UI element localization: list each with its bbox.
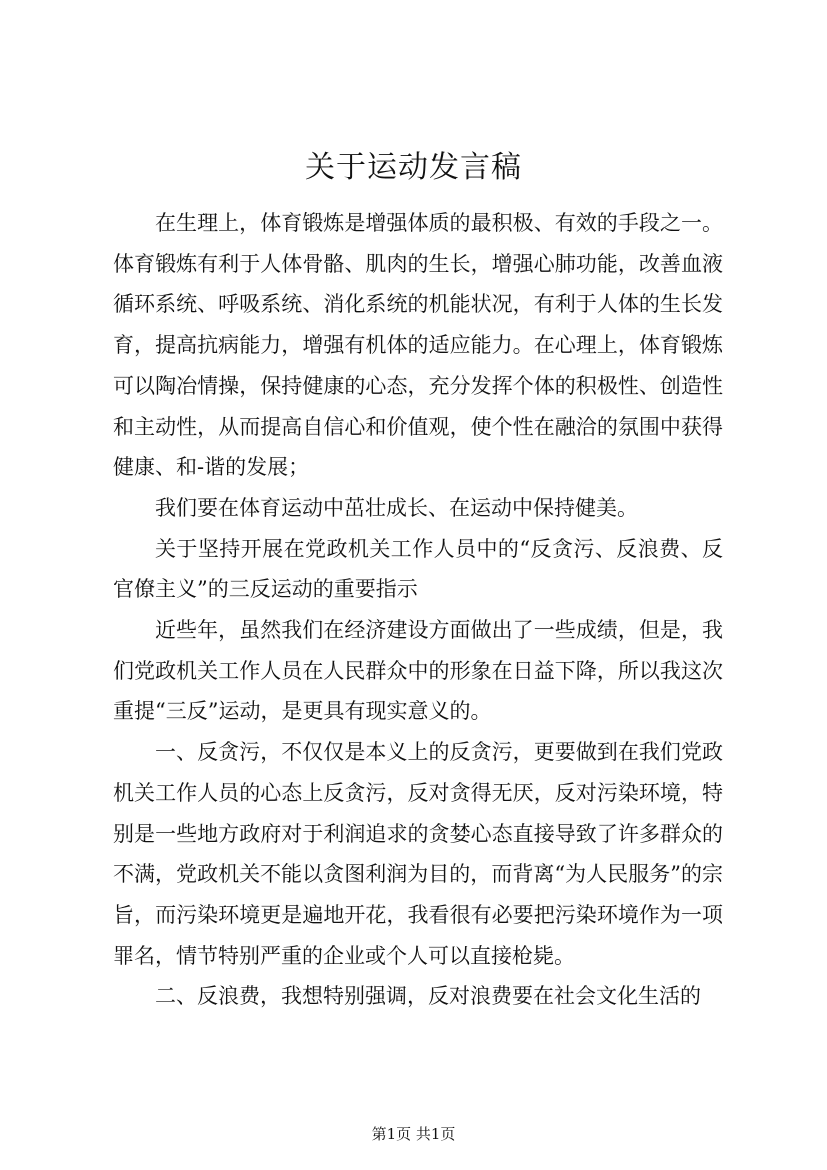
- paragraph-5: 一、反贪污，不仅仅是本义上的反贪污，更要做到在我们党政机关工作人员的心态上反贪污，反对贪得无厌，反对污染环境，特别是一些地方政府对于利润追求的贪婪心态直接导致了许多群众的不满，党政机关不能以贪图利润为目的，而背离“为人民服务”的宗旨，而污染环境更是遍地开花，我看很有必要把污染环境作为一项罪名，情节特别严重的企业或个人可以直接枪毙。: [113, 740, 723, 968]
- page-footer: 第1页 共1页: [371, 1125, 456, 1143]
- paragraph-2: 我们要在体育运动中茁壮成长、在运动中保持健美。: [155, 495, 638, 520]
- paragraph-3: 关于坚持开展在党政机关工作人员中的“反贪污、反浪费、反官僚主义”的三反运动的重要指示: [113, 536, 723, 602]
- document-body: [113, 203, 723, 1017]
- document-title: 关于运动发言稿: [305, 150, 522, 185]
- paragraph-6: 二、反浪费，我想特别强调，反对浪费要在社会文化生活的: [155, 984, 701, 1009]
- paragraph-4: 近些年，虽然我们在经济建设方面做出了一些成绩，但是，我们党政机关工作人员在人民群众中的形象在日益下降，所以我这次重提“三反”运动，是更具有现实意义的。: [113, 618, 723, 724]
- paragraph-1: 在生理上，体育锻炼是增强体质的最积极、有效的手段之一。体育锻炼有利于人体骨骼、肌肉的生长，增强心肺功能，改善血液循环系统、呼吸系统、消化系统的机能状况，有利于人体的生长发育，提高抗病能力，增强有机体的适应能力。在心理上，体育锻炼可以陶冶情操，保持健康的心态，充分发挥个体的积极性、创造性和主动性，从而提高自信心和价值观，使个性在融洽的氛围中获得健康、和-谐的发展；: [113, 211, 723, 480]
